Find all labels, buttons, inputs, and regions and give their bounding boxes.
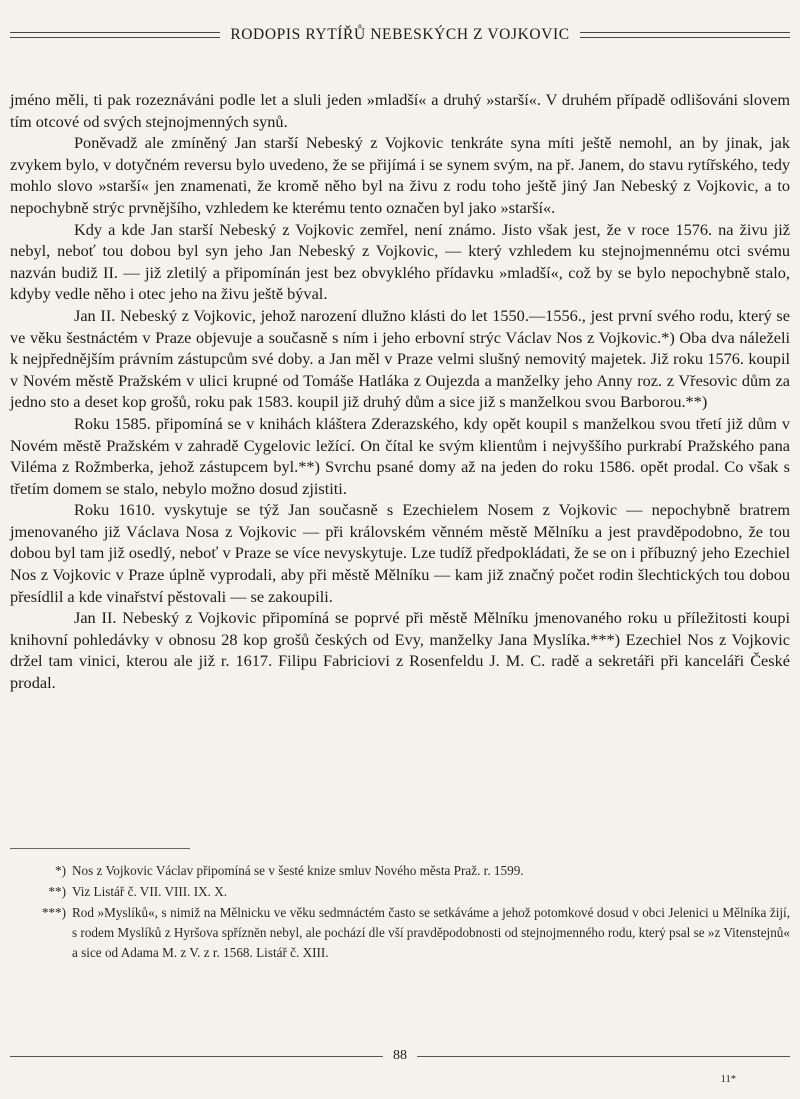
footnote: [10, 882, 790, 902]
paragraph: Roku 1610. vyskytuje se týž Jan současně s Ezechielem Nosem z Vojkovic — nepochybně bratrem jmenovaného již Václava Nosa z Vojkovic — při královském věnném městě Mělníku a jest pravděpodobno, že tou dobou byl tam již osedlý, neboť v Praze se více nevyskytuje. Lze tudíž předpokládati, že se on i příbuzný jeho Ezechiel Nos z Vojkovic v Praze úplně vyprodali, aby při městě Mělníku — kam již značný počet rodin šlechtických tou dobou přesídlil a kde vinařství pěstovali — se zakoupili.: [10, 500, 790, 606]
paragraph: jméno měli, ti pak rozeznáváni podle let a sluli jeden »mladší« a druhý »starší«. V druhém případě odlišováni slovem tím otcové od svých stejnojmenných synů.: [10, 90, 790, 131]
footnotes: [10, 861, 790, 964]
main-text: [10, 89, 790, 694]
footnote-mark: ***): [41, 905, 66, 920]
footnote-text: Viz Listář č. VII. VIII. IX. X.: [72, 884, 228, 899]
running-title: RODOPIS RYTÍŘŮ NEBESKÝCH Z VOJKOVIC: [230, 26, 570, 43]
paragraph: Poněvadž ale zmíněný Jan starší Nebeský z Vojkovic tenkráte syna míti ještě nemohl, an by jinak, jak zvykem bylo, v dotyčném reversu bylo uvedeno, že se přijímá i se synem svým, na př. Janem, do stavu rytířského, tedy mohlo slovo »starší« jen znamenati, že kromě něho byl na živu z rodu toho ještě jiný Jan Nebeský z Vojkovic, a to nepochybně strýc prvnějšího, vzhledem ke kterému tento označen byl jako »starší«.: [10, 133, 790, 217]
footnote: [10, 903, 790, 963]
paragraph: Roku 1585. připomíná se v knihách kláštera Zderazského, kdy opět koupil s manželkou svou třetí již dům v Novém městě Pražském v zahradě Cygelovic ležící. On čítal ke svým klientům i nejvyššího purkrabí Pražského pana Viléma z Rožmberka, jehož zástupcem byl.**) Svrchu psané domy až na jeden do roku 1586. opět prodal. Co však s třetím domem se stalo, nebylo možno dosud zjistiti.: [10, 413, 790, 498]
signature-mark: 11*: [720, 1074, 736, 1085]
paragraph: Jan II. Nebeský z Vojkovic připomíná se poprvé při městě Mělníku jmenovaného roku u příležitosti koupi knihovní pohledávky v obnosu 28 kop grošů českých od Evy, manželky Jana Myslíka.***) Ezechiel Nos z Vojkovic držel tam vinici, kterou ale již r. 1617. Filipu Fabriciovi z Rosenfeldu J. M. C. radě a sekretáři při kanceláři České prodal.: [10, 608, 790, 693]
footnote-mark: *): [55, 863, 66, 878]
header-rule-left: [10, 32, 220, 38]
paragraph: Jan II. Nebeský z Vojkovic, jehož narození dlužno klásti do let 1550.—1556., jest první svého rodu, který se ve věku šestnáctém v Praze objevuje a současně s ním i jeho erbovní strýc Václav Nos z Vojkovic.*) Oba dva náleželi k nejpřednějším právním zástupcům své doby. a Jan měl v Praze velmi slušný nemovitý majetek. Již roku 1576. koupil v Novém městě Pražském v ulici krupné od Tomáše Hatláka z Oujezda a manželky jeho Anny roz. z Vřesovic dům za jedno sto a deset kop grošů, roku pak 1583. koupil již druhý dům a sice již s manželkou svou Barborou.**): [10, 305, 790, 412]
page-footer: [10, 1046, 790, 1066]
header-rule-right: [580, 32, 790, 38]
footnote-text: Nos z Vojkovic Václav připomíná se v šesté knize smluv Nového města Praž. r. 1599.: [72, 863, 524, 878]
paragraph: Kdy a kde Jan starší Nebeský z Vojkovic zemřel, není známo. Jisto však jest, že v roce 1576. na živu již nebyl, neboť tou dobou byl syn jeho Jan Nebeský z Vojkovic, — který vzhledem ku stejnojmennému otci svému nazván budiž II. — již zletilý a připomínán jest bez obvyklého přídavku »mladší«, což by se bylo nepochybně stalo, kdyby vedle něho i otec jeho na živu ještě býval.: [10, 219, 790, 304]
footnote: [10, 861, 790, 881]
footnote-mark: **): [48, 884, 66, 899]
footer-rule-left: [10, 1056, 383, 1057]
running-header: [10, 24, 790, 46]
footer-rule-right: [417, 1056, 790, 1057]
footnote-divider: [10, 848, 190, 849]
footnote-text: Rod »Myslíků«, s nimiž na Mělnicku ve věku sedmnáctém často se setkáváme a jehož potomkové dosud v obci Jelenici u Mělníka žijí, s rodem Myslíků z Hyršova spříznĕn nebyl, ale pochází dle vší pravděpodobnosti od stejnojmenného rodu, který psal se »z Vitenstejnů« a sice od Adama M. z V. z r. 1568. Listář č. XIII.: [72, 905, 790, 960]
page-number: 88: [393, 1048, 407, 1063]
